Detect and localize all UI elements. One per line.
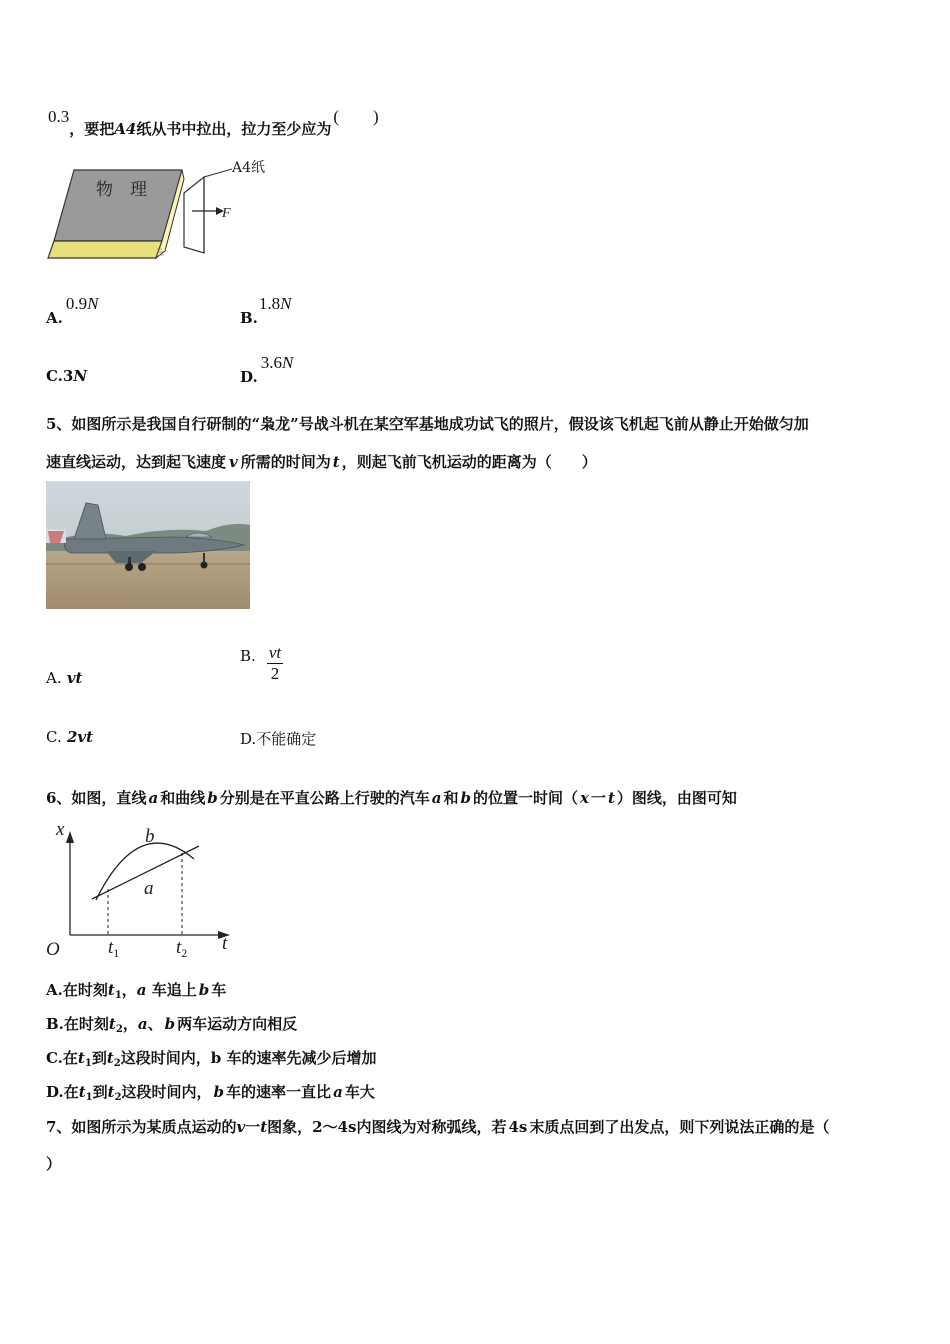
q5-option-b: B. $\frac{vt}{2}$ <box>240 643 282 683</box>
curve-b-label: b <box>145 826 155 847</box>
q5-option-b-fraction: $\frac{vt}{2}$ <box>268 643 282 683</box>
q4-bracket: ( ) <box>333 107 379 126</box>
q5-option-d: D.不能确定 <box>240 730 317 748</box>
line-a-label: a <box>144 878 154 899</box>
origin-label: O <box>46 939 60 960</box>
q6-question: 6、如图，直线 a 和曲线 b 分别是在平直公路上行驶的汽车 a 和 b 的位置一时间（ x 一 t ）图线，由图可知 <box>46 789 737 807</box>
t2-label: $t_2$ <box>176 937 188 960</box>
q7-question-line1: 7、如图所示为某质点运动的v一t图象，2～4s内图线为对称弧线，若 4s 末质点回到了出发点，则下列说法正确的是（ <box>46 1118 830 1136</box>
fighter-jet-photo <box>46 481 250 609</box>
a4-paper-sheet <box>184 177 204 253</box>
t1-label: $t_1$ <box>108 937 120 960</box>
q7-question-line2: ） <box>46 1155 62 1173</box>
q6-option-b: B.在时刻$t_2$，a、 b 两车运动方向相反 <box>46 1015 298 1035</box>
q6-position-time-graph <box>44 815 244 965</box>
q6-option-d: D.在$t_1$到$t_2$这段时间内， b 车的速率一直比 a 车大 <box>46 1083 375 1103</box>
q4-tail-text: ，要把A4纸从书中拉出，拉力至少应为 <box>69 120 332 138</box>
q4-tail-value: 0.3 <box>48 107 70 126</box>
book-spine <box>48 241 162 258</box>
q5-option-a: A. vt <box>46 669 83 687</box>
q5-option-c: C. 2vt <box>46 728 94 746</box>
q4-option-a: A.0.9N <box>46 294 99 327</box>
x-axis-label: x <box>56 819 65 840</box>
t-axis-label: t <box>222 933 228 954</box>
book-title: 物 理 <box>96 180 147 200</box>
q6-option-c: C.在$t_1$到$t_2$这段时间内，b 车的速率先减少后增加 <box>46 1049 377 1069</box>
q4-option-b: B.1.8N <box>240 294 292 327</box>
q6-option-a: A.在时刻$t_1$，a 车追上 b 车 <box>46 981 227 1001</box>
q4-book-figure <box>44 155 284 265</box>
q4-option-d: D.3.6N <box>240 353 294 386</box>
q5-question-line2: 速直线运动，达到起飞速度 v 所需的时间为 t ，则起飞前飞机运动的距离为（ ） <box>46 453 597 471</box>
q4-tail-line <box>48 102 379 138</box>
q4-option-c: C.3N <box>46 367 88 385</box>
q5-question-line1: 5、如图所示是我国自行研制的“枭龙”号战斗机在某空军基地成功试飞的照片，假设该飞机起飞前从静止开始做匀加 <box>46 415 809 433</box>
a4-paper-label: A4纸 <box>232 160 266 176</box>
force-label: F <box>222 206 231 221</box>
